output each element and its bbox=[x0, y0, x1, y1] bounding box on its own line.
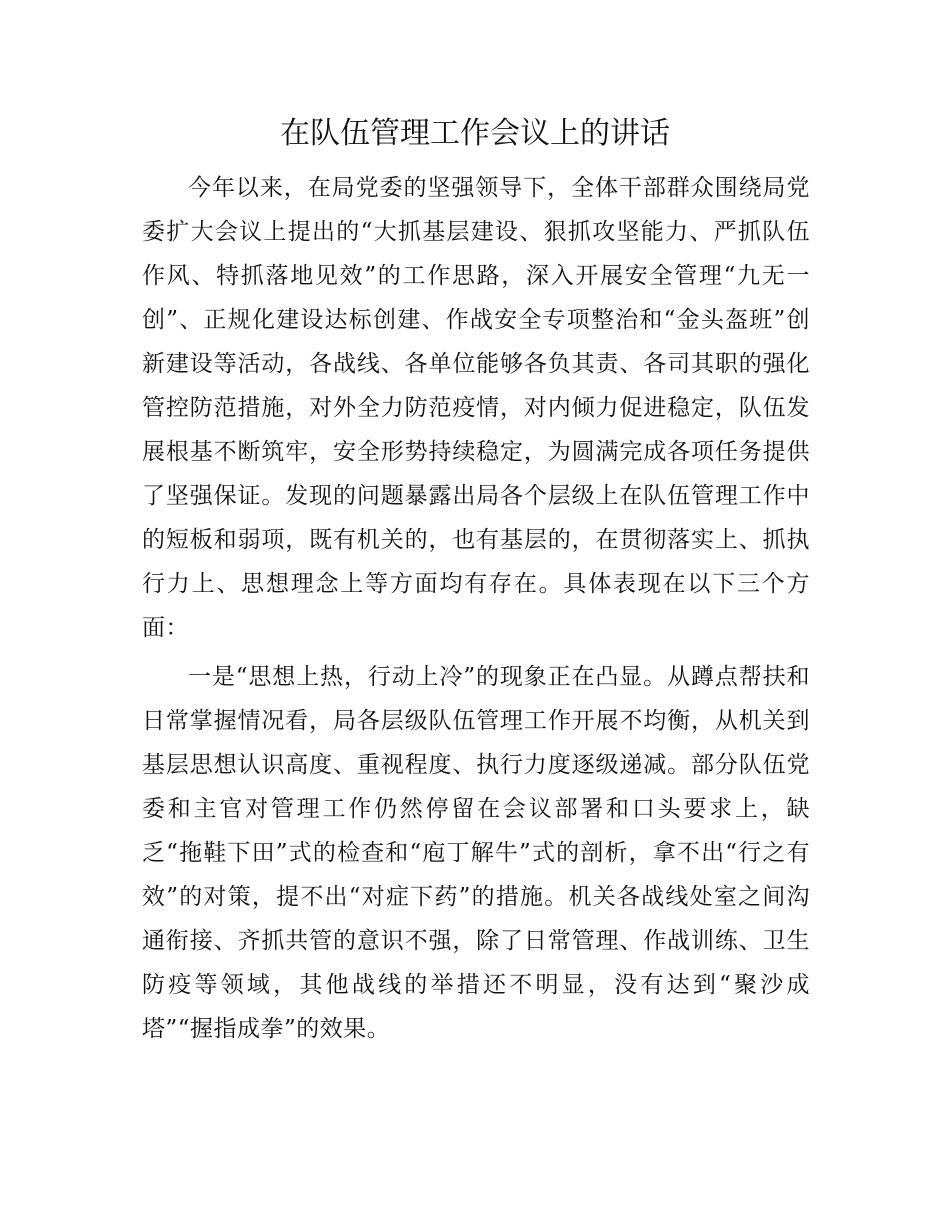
document-title: 在队伍管理工作会议上的讲话 bbox=[280, 116, 670, 151]
paragraph-intro: 今年以来，在局党委的坚强领导下，全体干部群众围绕局党委扩大会议上提出的“大抓基层建设、狠抓攻坚能力、严抓队伍作风、特抓落地见效”的工作思路，深入开展安全管理“九无一创”、正规化建设达标创建、作战安全专项整治和“金头盔班”创新建设等活动，各战线、各单位能够各负其责、各司其职的强化管控防范措施，对外全力防范疫情，对内倾力促进稳定，队伍发展根基不断筑牢，安全形势持续稳定，为圆满完成各项任务提供了坚强保证。发现的问题暴露出局各个层级上在队伍管理工作中的短板和弱项，既有机关的，也有基层的，在贯彻落实上、抓执行力上、思想理念上等方面均有存在。具体表现在以下三个方面： bbox=[142, 175, 810, 641]
paragraph-point-one: 一是“思想上热，行动上冷”的现象正在凸显。从蹲点帮扶和日常掌握情况看，局各层级队伍管理工作开展不均衡，从机关到基层思想认识高度、重视程度、执行力度逐级递减。部分队伍党委和主官对管理工作仍然停留在会议部署和口头要求上，缺乏“拖鞋下田”式的检查和“庖丁解牛”式的剖析，拿不出“行之有效”的对策，提不出“对症下药”的措施。机关各战线处室之间沟通衔接、齐抓共管的意识不强，除了日常管理、作战训练、卫生防疫等领域，其他战线的举措还不明显，没有达到“聚沙成塔”“握指成拳”的效果。 bbox=[142, 664, 810, 1042]
